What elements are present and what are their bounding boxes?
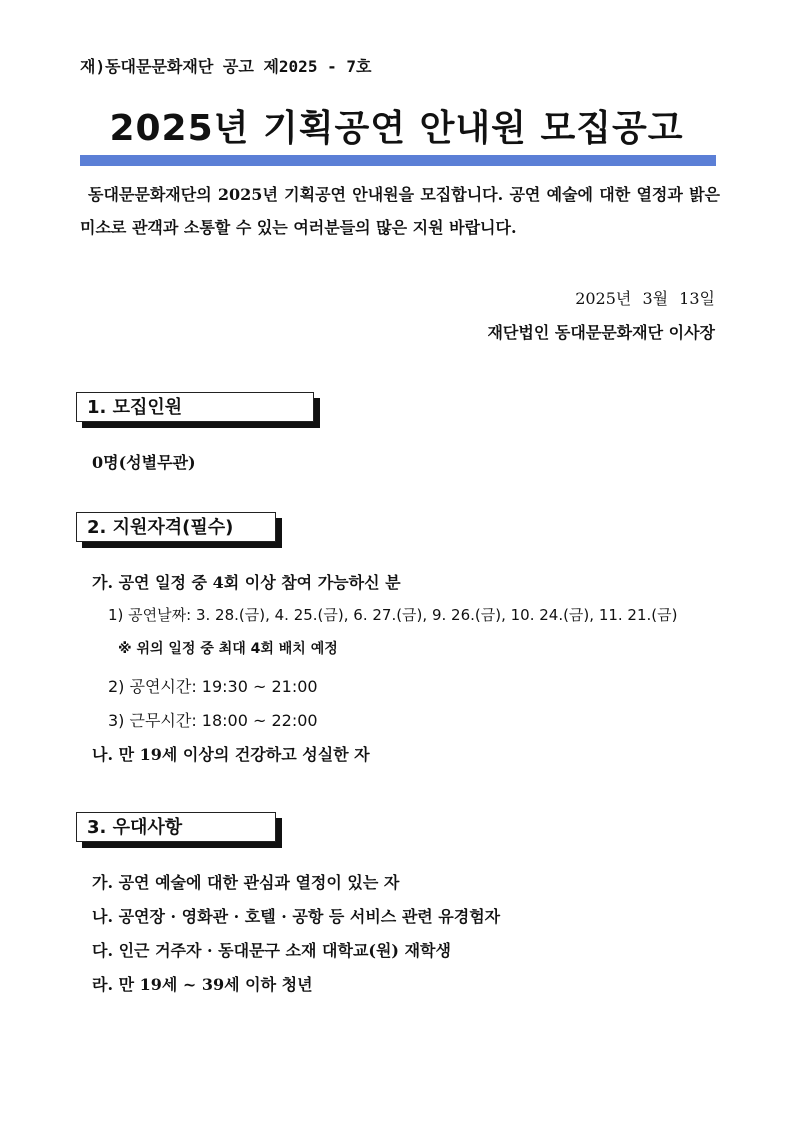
- section-heading-qualification: 2. 지원자격(필수): [76, 512, 276, 542]
- qualification-sub-dates: 1) 공연날짜: 3. 28.(금), 4. 25.(금), 6. 27.(금), 9. 26.(금), 10. 24.(금), 11. 21.(금): [108, 606, 678, 624]
- preference-item: 라. 만 19세 ~ 39세 이하 청년: [92, 975, 313, 994]
- preference-item: 나. 공연장 · 영화관 · 호텔 · 공항 등 서비스 관련 유경험자: [92, 907, 501, 926]
- page-title: 2025년 기획공연 안내원 모집공고: [109, 108, 684, 149]
- preference-item: 가. 공연 예술에 대한 관심과 열정이 있는 자: [92, 873, 400, 892]
- section-heading-recruit: 1. 모집인원: [76, 392, 314, 422]
- qualification-sub-work-time: 3) 근무시간: 18:00 ~ 22:00: [108, 711, 318, 730]
- qualification-item-na: 나. 만 19세 이상의 건강하고 성실한 자: [92, 745, 370, 764]
- qualification-sub-show-time: 2) 공연시간: 19:30 ~ 21:00: [108, 677, 318, 696]
- notice-date: 2025년 3월 13일: [575, 289, 715, 308]
- qualification-note: ※ 위의 일정 중 최대 4회 배치 예정: [118, 641, 338, 657]
- qualification-item-ga: 가. 공연 일정 중 4회 이상 참여 가능하신 분: [92, 573, 401, 592]
- section-heading-preference: 3. 우대사항: [76, 812, 276, 842]
- preference-item: 다. 인근 거주자 · 동대문구 소재 대학교(원) 재학생: [92, 941, 451, 960]
- recruit-count: 0명(성별무관): [92, 453, 196, 472]
- title-underline-bar: [80, 155, 716, 166]
- notice-number: 재)동대문문화재단 공고 제2025 - 7호: [80, 57, 372, 76]
- signer: 재단법인 동대문문화재단 이사장: [487, 323, 715, 342]
- intro-paragraph: 동대문문화재단의 2025년 기획공연 안내원을 모집합니다. 공연 예술에 대한 열정과 밝은 미소로 관객과 소통할 수 있는 여러분들의 많은 지원 바랍니다.: [80, 185, 720, 237]
